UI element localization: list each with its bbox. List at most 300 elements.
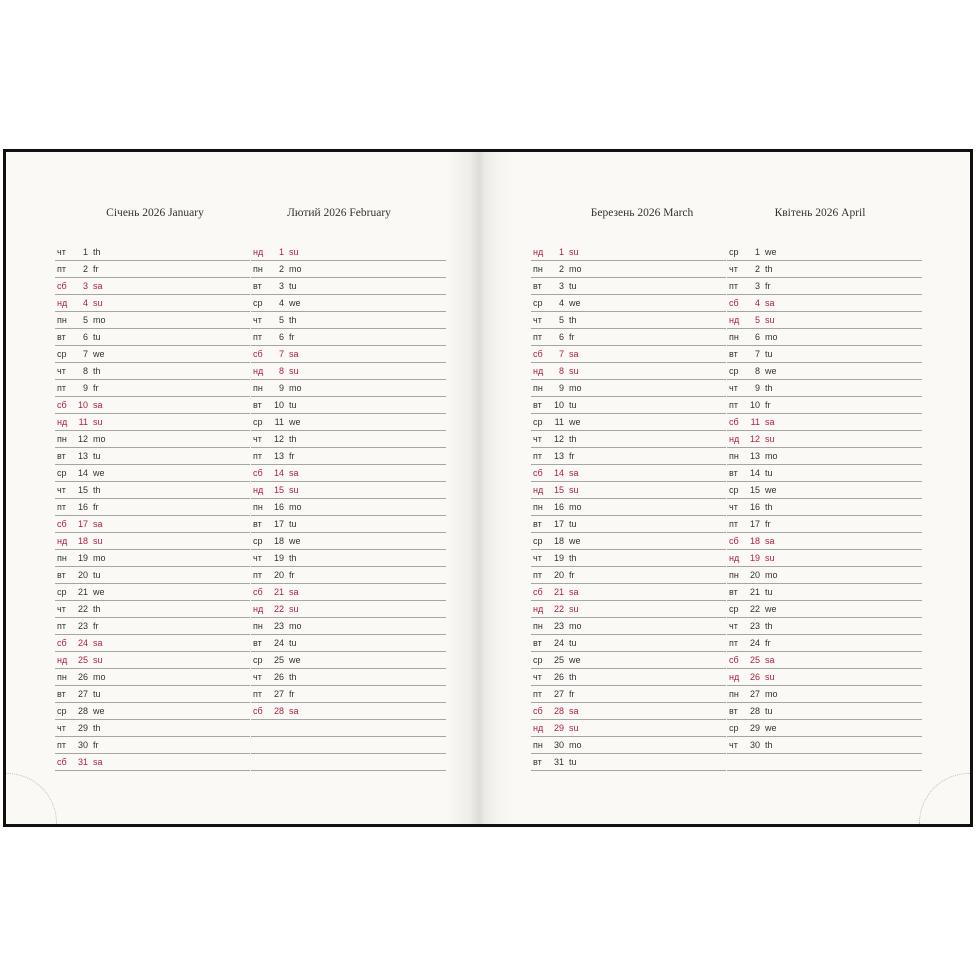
weekday-ua: вт bbox=[729, 468, 738, 478]
weekday-ua: пн bbox=[533, 502, 543, 512]
weekday-en: tu bbox=[569, 757, 577, 767]
weekday-ua: сб bbox=[533, 468, 543, 478]
day-row bbox=[531, 312, 726, 329]
day-number: 27 bbox=[553, 689, 564, 699]
day-number: 29 bbox=[77, 723, 88, 733]
day-row bbox=[55, 618, 250, 635]
day-number: 8 bbox=[278, 366, 284, 376]
day-number: 6 bbox=[558, 332, 564, 342]
day-row bbox=[727, 652, 922, 669]
weekday-ua: нд bbox=[57, 298, 68, 308]
day-row bbox=[531, 465, 726, 482]
day-row bbox=[531, 397, 726, 414]
day-number: 25 bbox=[273, 655, 284, 665]
day-row bbox=[531, 346, 726, 363]
day-row bbox=[251, 669, 446, 686]
weekday-en: sa bbox=[765, 536, 775, 546]
weekday-en: su bbox=[289, 604, 299, 614]
weekday-en: fr bbox=[289, 689, 295, 699]
weekday-ua: нд bbox=[533, 247, 544, 257]
weekday-en: we bbox=[93, 349, 105, 359]
day-number: 5 bbox=[278, 315, 284, 325]
weekday-ua: нд bbox=[729, 315, 740, 325]
weekday-en: th bbox=[765, 502, 773, 512]
weekday-ua: чт bbox=[253, 672, 262, 682]
weekday-ua: вт bbox=[253, 519, 262, 529]
open-planner-book bbox=[3, 149, 973, 827]
weekday-en: tu bbox=[569, 400, 577, 410]
month-title-march: Березень 2026 March bbox=[590, 207, 694, 219]
weekday-ua: пн bbox=[253, 502, 263, 512]
weekday-en: su bbox=[765, 553, 775, 563]
day-number: 20 bbox=[273, 570, 284, 580]
weekday-en: mo bbox=[93, 672, 106, 682]
weekday-en: th bbox=[765, 740, 773, 750]
day-number: 7 bbox=[558, 349, 564, 359]
day-row bbox=[531, 720, 726, 737]
weekday-ua: пт bbox=[533, 689, 542, 699]
day-row bbox=[727, 533, 922, 550]
weekday-en: th bbox=[765, 264, 773, 274]
day-row bbox=[727, 363, 922, 380]
weekday-ua: ср bbox=[57, 587, 67, 597]
weekday-en: mo bbox=[765, 689, 778, 699]
day-number: 4 bbox=[82, 298, 88, 308]
day-row bbox=[531, 533, 726, 550]
month-title-february: Лютий 2026 February bbox=[287, 207, 391, 219]
day-row bbox=[531, 754, 726, 771]
day-row bbox=[251, 414, 446, 431]
weekday-en: th bbox=[93, 366, 101, 376]
day-row bbox=[251, 261, 446, 278]
weekday-en: tu bbox=[765, 349, 773, 359]
month-title-april: Квітень 2026 April bbox=[774, 207, 866, 219]
day-number: 28 bbox=[749, 706, 760, 716]
day-row bbox=[251, 567, 446, 584]
day-row bbox=[531, 278, 726, 295]
weekday-ua: сб bbox=[729, 417, 739, 427]
weekday-ua: нд bbox=[533, 485, 544, 495]
day-row bbox=[727, 635, 922, 652]
weekday-en: we bbox=[569, 417, 581, 427]
weekday-en: th bbox=[93, 604, 101, 614]
weekday-ua: сб bbox=[253, 587, 263, 597]
day-number: 4 bbox=[558, 298, 564, 308]
day-number: 14 bbox=[77, 468, 88, 478]
weekday-ua: пт bbox=[253, 689, 262, 699]
day-number: 12 bbox=[273, 434, 284, 444]
weekday-ua: чт bbox=[533, 434, 542, 444]
day-row bbox=[727, 465, 922, 482]
weekday-en: sa bbox=[93, 757, 103, 767]
weekday-ua: сб bbox=[253, 468, 263, 478]
day-number: 11 bbox=[554, 417, 564, 427]
weekday-en: tu bbox=[765, 587, 773, 597]
day-number: 2 bbox=[278, 264, 284, 274]
day-number: 10 bbox=[77, 400, 88, 410]
weekday-en: we bbox=[765, 604, 777, 614]
day-row bbox=[55, 278, 250, 295]
weekday-en: mo bbox=[93, 553, 106, 563]
day-row bbox=[55, 652, 250, 669]
weekday-ua: пн bbox=[57, 553, 67, 563]
day-row bbox=[251, 686, 446, 703]
day-row bbox=[727, 567, 922, 584]
weekday-en: we bbox=[93, 706, 105, 716]
weekday-en: we bbox=[569, 536, 581, 546]
day-row bbox=[727, 312, 922, 329]
day-number: 9 bbox=[278, 383, 284, 393]
weekday-en: su bbox=[569, 366, 579, 376]
weekday-en: tu bbox=[569, 519, 577, 529]
weekday-en: sa bbox=[569, 468, 579, 478]
day-row bbox=[727, 737, 922, 754]
day-number: 24 bbox=[553, 638, 564, 648]
day-number: 3 bbox=[278, 281, 284, 291]
day-number: 31 bbox=[77, 757, 88, 767]
day-row bbox=[55, 550, 250, 567]
weekday-ua: ср bbox=[729, 723, 739, 733]
weekday-ua: сб bbox=[57, 281, 67, 291]
weekday-en: th bbox=[93, 485, 101, 495]
weekday-en: we bbox=[569, 298, 581, 308]
weekday-en: mo bbox=[765, 570, 778, 580]
day-row bbox=[55, 601, 250, 618]
day-number: 26 bbox=[273, 672, 284, 682]
day-row bbox=[251, 346, 446, 363]
empty-ruled-line bbox=[727, 754, 922, 771]
day-number: 17 bbox=[77, 519, 88, 529]
day-number: 29 bbox=[553, 723, 564, 733]
weekday-ua: ср bbox=[253, 536, 263, 546]
weekday-ua: пт bbox=[57, 621, 66, 631]
day-list-april bbox=[727, 244, 922, 771]
day-number: 16 bbox=[273, 502, 284, 512]
day-row bbox=[727, 584, 922, 601]
weekday-en: su bbox=[765, 672, 775, 682]
weekday-en: we bbox=[93, 587, 105, 597]
day-row bbox=[727, 244, 922, 261]
weekday-ua: пт bbox=[533, 451, 542, 461]
weekday-ua: нд bbox=[57, 655, 68, 665]
weekday-en: th bbox=[765, 621, 773, 631]
weekday-en: tu bbox=[289, 519, 297, 529]
day-row bbox=[251, 584, 446, 601]
weekday-en: fr bbox=[93, 621, 99, 631]
weekday-en: tu bbox=[93, 332, 101, 342]
day-number: 12 bbox=[749, 434, 760, 444]
day-row bbox=[727, 482, 922, 499]
day-row bbox=[55, 380, 250, 397]
weekday-en: sa bbox=[93, 281, 103, 291]
weekday-ua: вт bbox=[729, 706, 738, 716]
day-number: 18 bbox=[749, 536, 760, 546]
weekday-ua: ср bbox=[533, 298, 543, 308]
day-number: 27 bbox=[77, 689, 88, 699]
day-number: 10 bbox=[749, 400, 760, 410]
weekday-ua: пн bbox=[253, 383, 263, 393]
weekday-ua: ср bbox=[729, 247, 739, 257]
day-number: 15 bbox=[77, 485, 88, 495]
weekday-ua: нд bbox=[533, 723, 544, 733]
day-row bbox=[727, 278, 922, 295]
weekday-ua: чт bbox=[729, 383, 738, 393]
weekday-en: sa bbox=[93, 519, 103, 529]
day-number: 19 bbox=[273, 553, 284, 563]
weekday-en: fr bbox=[765, 638, 771, 648]
weekday-ua: ср bbox=[253, 298, 263, 308]
day-number: 19 bbox=[553, 553, 564, 563]
weekday-ua: сб bbox=[57, 638, 67, 648]
day-row bbox=[531, 261, 726, 278]
weekday-ua: сб bbox=[253, 349, 263, 359]
weekday-ua: пт bbox=[57, 383, 66, 393]
weekday-ua: пн bbox=[57, 672, 67, 682]
empty-ruled-line bbox=[251, 737, 446, 754]
day-number: 10 bbox=[273, 400, 284, 410]
day-row bbox=[251, 703, 446, 720]
weekday-en: sa bbox=[93, 400, 103, 410]
weekday-ua: нд bbox=[253, 604, 264, 614]
weekday-ua: чт bbox=[57, 723, 66, 733]
weekday-en: fr bbox=[93, 264, 99, 274]
day-row bbox=[727, 720, 922, 737]
day-number: 21 bbox=[273, 587, 284, 597]
weekday-ua: чт bbox=[533, 315, 542, 325]
weekday-ua: ср bbox=[253, 417, 263, 427]
day-number: 20 bbox=[553, 570, 564, 580]
weekday-ua: нд bbox=[533, 604, 544, 614]
day-number: 15 bbox=[273, 485, 284, 495]
weekday-en: tu bbox=[93, 689, 101, 699]
weekday-ua: вт bbox=[253, 400, 262, 410]
day-number: 11 bbox=[750, 417, 760, 427]
weekday-en: mo bbox=[289, 264, 302, 274]
weekday-en: su bbox=[569, 723, 579, 733]
weekday-en: su bbox=[289, 485, 299, 495]
day-number: 1 bbox=[82, 247, 88, 257]
day-row bbox=[531, 550, 726, 567]
day-row bbox=[727, 329, 922, 346]
day-number: 31 bbox=[553, 757, 564, 767]
weekday-en: sa bbox=[765, 417, 775, 427]
weekday-en: we bbox=[765, 723, 777, 733]
day-number: 11 bbox=[274, 417, 284, 427]
weekday-en: mo bbox=[569, 740, 582, 750]
day-row bbox=[727, 295, 922, 312]
weekday-ua: пт bbox=[57, 740, 66, 750]
weekday-en: mo bbox=[569, 621, 582, 631]
weekday-ua: пн bbox=[533, 264, 543, 274]
day-row bbox=[531, 499, 726, 516]
day-row bbox=[727, 346, 922, 363]
day-row bbox=[55, 261, 250, 278]
day-row bbox=[55, 737, 250, 754]
weekday-ua: сб bbox=[533, 349, 543, 359]
day-number: 27 bbox=[273, 689, 284, 699]
weekday-en: th bbox=[289, 672, 297, 682]
day-list-january bbox=[55, 244, 250, 771]
day-number: 18 bbox=[553, 536, 564, 546]
weekday-ua: нд bbox=[729, 434, 740, 444]
month-title-january: Січень 2026 January bbox=[106, 207, 204, 219]
weekday-en: su bbox=[289, 247, 299, 257]
day-row bbox=[727, 431, 922, 448]
day-number: 13 bbox=[553, 451, 564, 461]
weekday-ua: чт bbox=[533, 672, 542, 682]
day-number: 7 bbox=[754, 349, 760, 359]
day-number: 26 bbox=[749, 672, 760, 682]
day-number: 5 bbox=[82, 315, 88, 325]
day-row bbox=[55, 244, 250, 261]
day-number: 13 bbox=[749, 451, 760, 461]
day-number: 25 bbox=[749, 655, 760, 665]
weekday-en: mo bbox=[569, 502, 582, 512]
weekday-en: sa bbox=[765, 655, 775, 665]
weekday-en: sa bbox=[569, 587, 579, 597]
weekday-ua: вт bbox=[533, 400, 542, 410]
weekday-en: tu bbox=[93, 570, 101, 580]
weekday-ua: нд bbox=[57, 417, 68, 427]
weekday-en: sa bbox=[289, 587, 299, 597]
weekday-en: we bbox=[765, 247, 777, 257]
day-row bbox=[55, 397, 250, 414]
day-row bbox=[55, 295, 250, 312]
day-row bbox=[251, 278, 446, 295]
day-number: 3 bbox=[754, 281, 760, 291]
day-number: 5 bbox=[558, 315, 564, 325]
weekday-en: we bbox=[93, 468, 105, 478]
weekday-ua: чт bbox=[57, 485, 66, 495]
day-number: 25 bbox=[553, 655, 564, 665]
weekday-ua: сб bbox=[57, 519, 67, 529]
day-number: 6 bbox=[278, 332, 284, 342]
day-number: 10 bbox=[553, 400, 564, 410]
weekday-en: mo bbox=[289, 383, 302, 393]
day-row bbox=[531, 380, 726, 397]
weekday-ua: чт bbox=[57, 604, 66, 614]
day-number: 23 bbox=[749, 621, 760, 631]
day-row bbox=[251, 363, 446, 380]
weekday-en: sa bbox=[289, 706, 299, 716]
day-row bbox=[531, 601, 726, 618]
day-number: 22 bbox=[749, 604, 760, 614]
day-number: 16 bbox=[553, 502, 564, 512]
weekday-en: fr bbox=[569, 570, 575, 580]
weekday-ua: ср bbox=[729, 366, 739, 376]
day-number: 8 bbox=[754, 366, 760, 376]
weekday-ua: вт bbox=[729, 349, 738, 359]
weekday-ua: чт bbox=[57, 366, 66, 376]
weekday-ua: пн bbox=[57, 315, 67, 325]
weekday-ua: чт bbox=[729, 502, 738, 512]
day-row bbox=[727, 397, 922, 414]
weekday-ua: сб bbox=[729, 298, 739, 308]
day-row bbox=[55, 346, 250, 363]
weekday-ua: вт bbox=[253, 638, 262, 648]
day-number: 5 bbox=[754, 315, 760, 325]
day-number: 3 bbox=[558, 281, 564, 291]
day-number: 17 bbox=[749, 519, 760, 529]
day-row bbox=[251, 244, 446, 261]
weekday-en: we bbox=[569, 655, 581, 665]
weekday-ua: чт bbox=[253, 434, 262, 444]
weekday-ua: вт bbox=[57, 689, 66, 699]
day-number: 18 bbox=[77, 536, 88, 546]
weekday-en: sa bbox=[569, 706, 579, 716]
day-number: 26 bbox=[77, 672, 88, 682]
day-row bbox=[251, 380, 446, 397]
day-row bbox=[727, 669, 922, 686]
day-row bbox=[251, 533, 446, 550]
weekday-ua: пт bbox=[533, 332, 542, 342]
weekday-ua: сб bbox=[729, 655, 739, 665]
weekday-en: th bbox=[289, 434, 297, 444]
weekday-en: we bbox=[289, 298, 301, 308]
day-number: 28 bbox=[273, 706, 284, 716]
weekday-en: fr bbox=[765, 519, 771, 529]
day-row bbox=[531, 482, 726, 499]
weekday-en: mo bbox=[569, 383, 582, 393]
weekday-en: su bbox=[569, 485, 579, 495]
day-row bbox=[531, 567, 726, 584]
day-row bbox=[531, 669, 726, 686]
weekday-en: su bbox=[765, 434, 775, 444]
day-number: 30 bbox=[553, 740, 564, 750]
day-number: 25 bbox=[77, 655, 88, 665]
weekday-ua: сб bbox=[57, 400, 67, 410]
weekday-ua: нд bbox=[533, 366, 544, 376]
day-row bbox=[55, 465, 250, 482]
weekday-en: we bbox=[765, 485, 777, 495]
weekday-en: th bbox=[569, 672, 577, 682]
day-number: 6 bbox=[754, 332, 760, 342]
weekday-ua: вт bbox=[533, 281, 542, 291]
weekday-ua: ср bbox=[57, 349, 67, 359]
weekday-ua: сб bbox=[253, 706, 263, 716]
day-row bbox=[727, 550, 922, 567]
weekday-ua: пн bbox=[533, 740, 543, 750]
day-row bbox=[251, 482, 446, 499]
weekday-ua: сб bbox=[729, 536, 739, 546]
day-row bbox=[727, 448, 922, 465]
day-number: 24 bbox=[77, 638, 88, 648]
day-row bbox=[727, 703, 922, 720]
weekday-en: tu bbox=[289, 638, 297, 648]
day-list-february bbox=[251, 244, 446, 771]
day-row bbox=[55, 754, 250, 771]
corner-cut-left bbox=[6, 773, 57, 824]
day-row bbox=[251, 431, 446, 448]
day-row bbox=[531, 448, 726, 465]
day-number: 23 bbox=[553, 621, 564, 631]
weekday-ua: пт bbox=[253, 570, 262, 580]
weekday-en: mo bbox=[765, 332, 778, 342]
day-number: 12 bbox=[553, 434, 564, 444]
weekday-ua: пн bbox=[729, 570, 739, 580]
weekday-ua: чт bbox=[57, 247, 66, 257]
weekday-en: fr bbox=[289, 332, 295, 342]
weekday-en: fr bbox=[93, 740, 99, 750]
day-number: 20 bbox=[77, 570, 88, 580]
weekday-en: su bbox=[93, 536, 103, 546]
day-number: 4 bbox=[278, 298, 284, 308]
day-row bbox=[531, 618, 726, 635]
day-row bbox=[727, 261, 922, 278]
corner-cut-right bbox=[919, 773, 970, 824]
day-row bbox=[531, 737, 726, 754]
day-number: 9 bbox=[558, 383, 564, 393]
